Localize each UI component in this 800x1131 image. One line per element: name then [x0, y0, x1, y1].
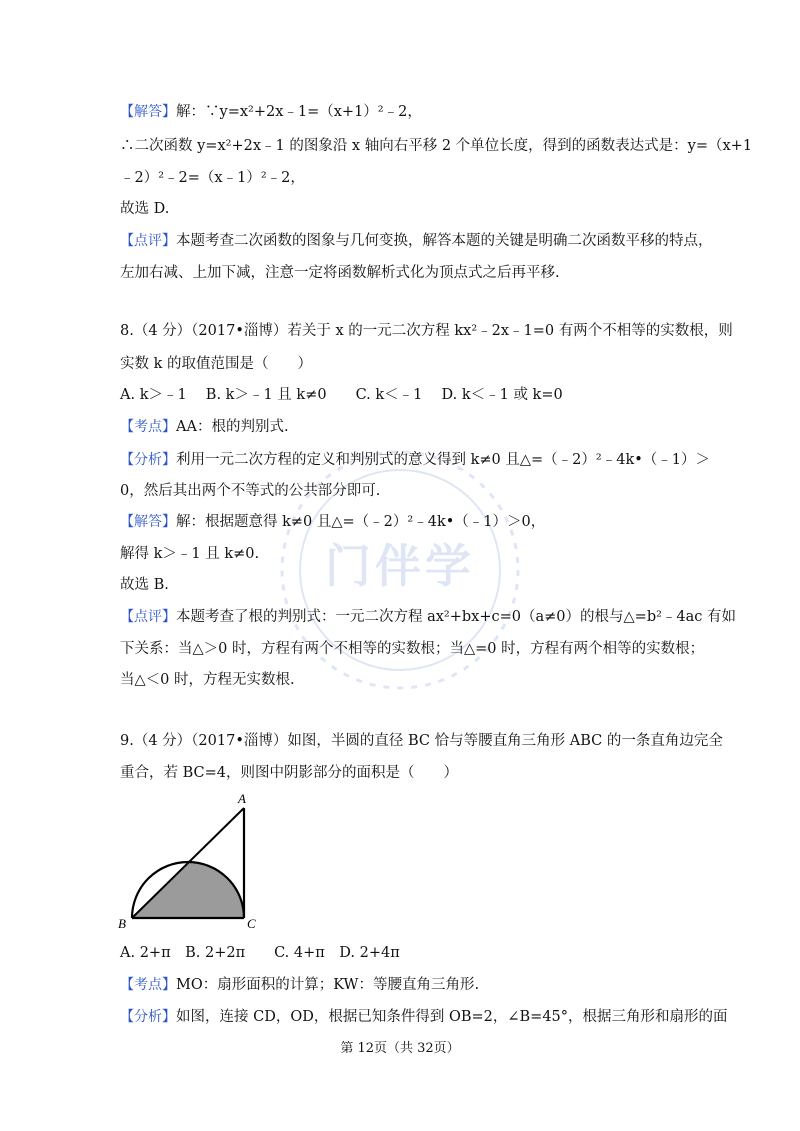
q8-point: 【考点】AA：根的判别式. [120, 419, 289, 435]
q9-point: 【考点】MO：扇形面积的计算；KW：等腰直角三角形. [120, 977, 480, 993]
watermark-text: 门伴学 [325, 539, 475, 593]
watermark [270, 440, 530, 700]
q9-stem-line-1: 9.（4 分）（2017•淄博）如图，半圆的直径 BC 恰与等腰直角三角形 ABC 的一条直角边完全 [120, 733, 723, 749]
comment-tag: 【点评】 [120, 609, 176, 625]
comment-tag: 【点评】 [120, 233, 176, 249]
point-tag: 【考点】 [120, 419, 176, 435]
q8-analysis-line-1: 【分析】利用一元二次方程的定义和判别式的意义得到 k≠0 且△=（﹣2）²﹣4k•（﹣1）＞ [120, 452, 711, 468]
shaded-region [133, 863, 244, 918]
q8-stem-line-2: 实数 k 的取值范围是（ ） [120, 356, 313, 372]
answer-tag: 【解答】 [120, 514, 176, 530]
q8-answer-line-1: 【解答】解：根据题意得 k≠0 且△=（﹣2）²﹣4k•（﹣1）＞0， [120, 514, 546, 530]
label-a: A [238, 791, 246, 806]
q9-stem-line-2: 重合，若 BC=4，则图中阴影部分的面积是（ ） [120, 765, 459, 781]
analysis-tag: 【分析】 [120, 452, 176, 468]
q7-answer-line-2: ∴二次函数 y=x²+2x﹣1 的图象沿 x 轴向右平移 2 个单位长度，得到的函数表达式是：y=（x+1 [120, 138, 753, 154]
label-b: B [118, 916, 126, 930]
q7-answer-line-3: ﹣2）²﹣2=（x﹣1）²﹣2， [120, 170, 305, 186]
q8-answer-line-2: 解得 k＞﹣1 且 k≠0. [120, 546, 260, 562]
answer-tag: 【解答】 [120, 104, 176, 120]
q7-comment-line-1: 【点评】本题考查二次函数的图象与几何变换，解答本题的关键是明确二次函数平移的特点， [120, 233, 713, 249]
semicircle-triangle-figure [118, 790, 268, 934]
q8-analysis-line-2: 0，然后其出两个不等式的公共部分即可. [120, 483, 381, 499]
q8-answer-line-3: 故选 B. [120, 577, 169, 593]
q8-comment-line-1: 【点评】本题考查了根的判别式：一元二次方程 ax²+bx+c=0（a≠0）的根与△=b²﹣4ac 有如 [120, 609, 737, 625]
q8-stem-line-1: 8.（4 分）（2017•淄博）若关于 x 的一元二次方程 kx²﹣2x﹣1=0 有两个不相等的实数根，则 [120, 323, 733, 339]
q8-options: A. k＞﹣1 B. k＞﹣1 且 k≠0 C. k＜﹣1 D. k＜﹣1 或 k=0 [120, 387, 563, 403]
point-tag: 【考点】 [120, 977, 176, 993]
q7-comment-line-2: 左加右减、上加下减，注意一定将函数解析式化为顶点式之后再平移. [120, 265, 560, 281]
page-footer: 第 12页（共 32页） [340, 1041, 460, 1056]
q8-comment-line-3: 当△＜0 时，方程无实数根. [120, 672, 295, 688]
q9-analysis-line-1: 【分析】如图，连接 CD，OD，根据已知条件得到 OB=2，∠B=45°，根据三角形和扇形的面 [120, 1009, 728, 1025]
analysis-tag: 【分析】 [120, 1009, 176, 1025]
q7-answer-line-4: 故选 D. [120, 201, 170, 217]
q8-comment-line-2: 下关系：当△＞0 时，方程有两个不相等的实数根；当△=0 时，方程有两个相等的实数根； [120, 641, 705, 657]
label-c: C [247, 916, 256, 930]
q9-options: A. 2+π B. 2+2π C. 4+π D. 2+4π [120, 945, 400, 961]
q7-answer-line-1: 【解答】解：∵y=x²+2x﹣1=（x+1）²﹣2， [120, 104, 422, 120]
